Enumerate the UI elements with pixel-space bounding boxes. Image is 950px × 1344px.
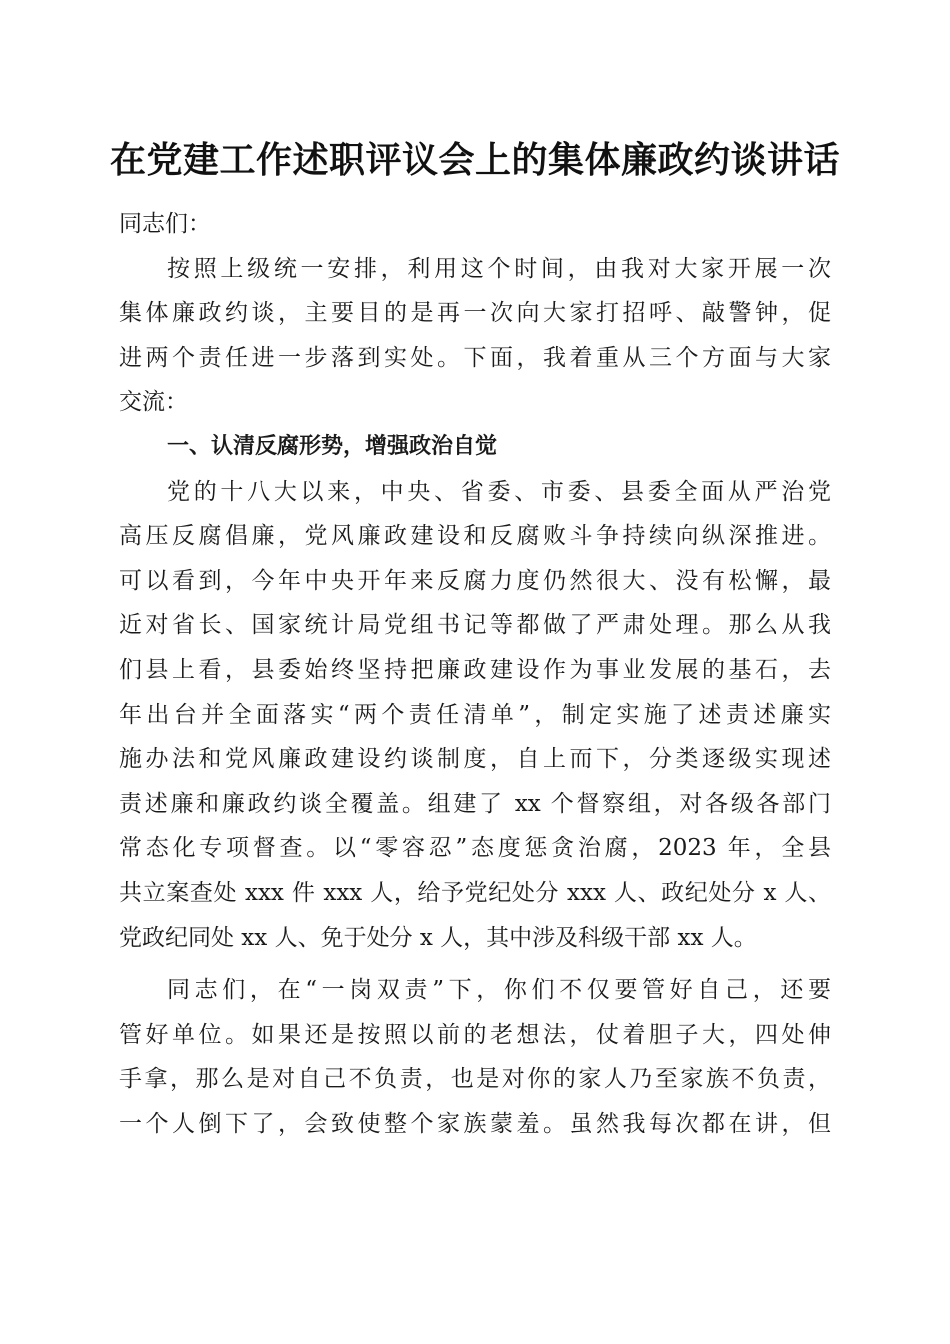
paragraph-line: 党政纪同处 xx 人、免于处分 x 人，其中涉及科级干部 xx 人。 [119, 924, 757, 951]
paragraph-line: 可以看到，今年中央开年来反腐力度仍然很大、没有松懈，最 [119, 567, 831, 594]
intro-line: 按照上级统一安排，利用这个时间，由我对大家开展一次 [167, 255, 831, 282]
paragraph-line: 手拿，那么是对自己不负责，也是对你的家人乃至家族不负责， [119, 1066, 831, 1093]
paragraph-line: 同志们，在“一岗双责”下，你们不仅要管好自己，还要 [167, 977, 831, 1004]
paragraph-line: 常态化专项督查。以“零容忍”态度惩贪治腐，2023 年，全县 [119, 835, 831, 862]
paragraph-line: 年出台并全面落实“两个责任清单”，制定实施了述责述廉实 [119, 701, 831, 728]
paragraph-line: 管好单位。如果还是按照以前的老想法，仗着胆子大，四处伸 [119, 1021, 831, 1048]
document-body [119, 202, 831, 1146]
paragraph-line: 近对省长、国家统计局党组书记等都做了严肃处理。那么从我 [119, 612, 831, 639]
paragraph-gap [119, 960, 831, 968]
intro-line: 交流： [119, 389, 188, 416]
salutation: 同志们： [119, 211, 211, 237]
document-title: 在党建工作述职评议会上的集体廉政约谈讲话 [109, 139, 840, 181]
intro-line: 进两个责任进一步落到实处。下面，我着重从三个方面与大家 [119, 344, 831, 371]
section-heading: 一、认清反腐形势，增强政治自觉 [167, 433, 498, 459]
paragraph-line: 共立案查处 xxx 件 xxx 人，给予党纪处分 xxx 人、政纪处分 x 人、 [119, 879, 831, 906]
paragraph-line: 一个人倒下了，会致使整个家族蒙羞。虽然我每次都在讲，但 [119, 1110, 831, 1137]
paragraph-line: 党的十八大以来，中央、省委、市委、县委全面从严治党 [167, 478, 831, 505]
paragraph-line: 们县上看，县委始终坚持把廉政建设作为事业发展的基石，去 [119, 656, 831, 683]
paragraph-line: 责述廉和廉政约谈全覆盖。组建了 xx 个督察组，对各级各部门 [119, 790, 831, 817]
intro-line: 集体廉政约谈，主要目的是再一次向大家打招呼、敲警钟，促 [119, 300, 831, 327]
paragraph-line: 施办法和党风廉政建设约谈制度，自上而下，分类逐级实现述 [119, 746, 831, 773]
paragraph-line: 高压反腐倡廉，党风廉政建设和反腐败斗争持续向纵深推进。 [119, 523, 831, 550]
